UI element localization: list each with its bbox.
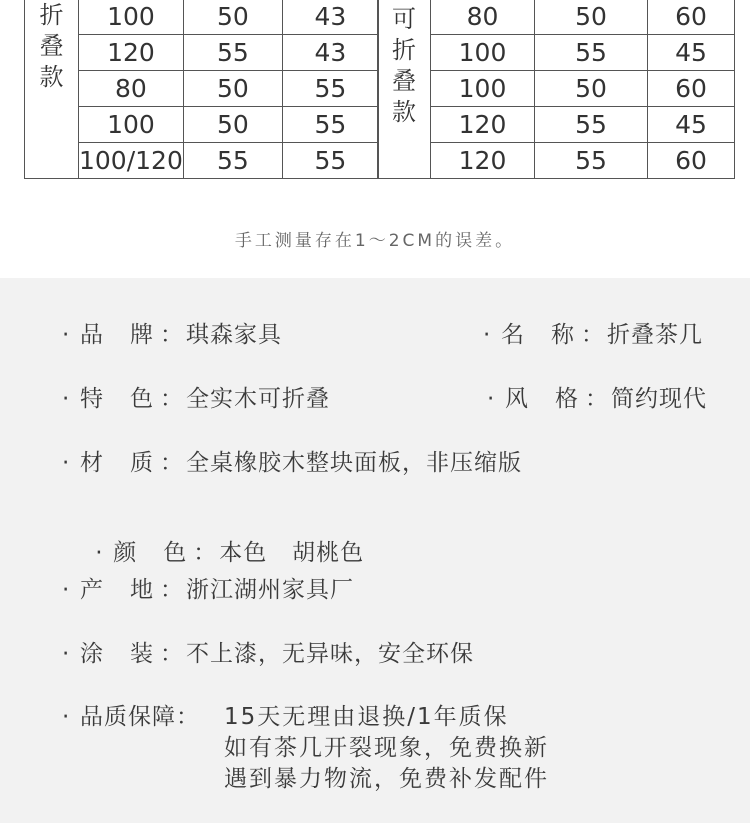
table-cell: 55 [183,143,282,179]
table-cell: 50 [535,0,648,35]
bullet-dot: · [95,540,104,566]
spec-section [0,278,750,823]
table-cell: 55 [535,143,648,179]
spec-key-char: 称 [551,322,575,348]
table-cell: 60 [648,71,735,107]
spec-value: 本色 胡桃色 [219,540,365,566]
table-cell: 55 [535,35,648,71]
table-row [378,35,735,71]
spec-key-char: 装 [130,641,154,667]
spec-colon: ： [585,386,609,412]
label-char: 款 [39,63,64,91]
table-row [25,35,379,71]
table-cell: 55 [282,71,378,107]
spec-key-char: 色 [163,540,188,566]
bullet-dot: · [62,386,71,412]
spec-origin [62,571,354,604]
spec-value: 不上漆，无异味，安全环保 [186,641,474,667]
table-row [25,107,379,143]
spec-guarantee [62,698,200,731]
table-cell: 80 [431,0,535,35]
label-char: 折 [39,1,64,29]
spec-value: 全桌橡胶木整块面板，非压缩版 [186,450,522,476]
spec-value: 琪森家具 [186,322,282,348]
spec-value: 全实木可折叠 [186,386,330,412]
guarantee-line: 遇到暴力物流，免费补发配件 [224,766,549,792]
table-cell: 80 [79,71,184,107]
spec-key-char: 涂 [80,641,104,667]
spec-key-char: 地 [130,577,154,603]
spec-key-char: 名 [501,322,525,348]
table-cell: 43 [282,0,378,35]
spec-key-char: 产 [80,577,104,603]
table-row [25,71,379,107]
table-cell: 60 [648,143,735,179]
spec-colon: ： [193,540,218,566]
table-cell: 55 [183,35,282,71]
foldable-type-label [378,0,431,179]
spec-key-char: 品 [80,322,104,348]
guarantee-line: 15天无理由退换/1年质保 [224,704,509,730]
spec-key-char: 特 [80,386,104,412]
label-char: 可 [392,5,416,33]
spec-key-char: 颜 [113,540,138,566]
spec-material [62,444,522,477]
table-cell: 55 [282,107,378,143]
table-cell: 100 [79,0,184,35]
spec-feature [62,380,330,413]
spec-value: 浙江湖州家具厂 [186,577,354,603]
label-char: 款 [392,98,416,126]
table-cell: 50 [183,107,282,143]
spec-colon: ： [160,386,184,412]
measurement-note: 手工测量存在1～2CM的误差。 [234,231,516,251]
folding-type-label [25,0,79,179]
table-row [378,107,735,143]
table-row [378,0,735,35]
spec-key-char: 材 [80,450,104,476]
table-cell: 50 [183,0,282,35]
table-cell: 50 [183,71,282,107]
spec-colon: ： [581,322,605,348]
bullet-dot: · [62,704,71,730]
bullet-dot: · [483,322,492,348]
bullet-dot: · [62,577,71,603]
spec-key-char: 质 [130,450,154,476]
spec-colon: ： [160,322,184,348]
table-cell: 120 [431,143,535,179]
spec-key-char: 色 [130,386,154,412]
table-row [378,71,735,107]
spec-colon: ： [160,450,184,476]
table-cell: 100 [431,35,535,71]
label-char: 折 [392,36,416,64]
size-table-right [377,0,735,179]
spec-name [483,316,703,349]
table-cell: 100/120 [79,143,184,179]
spec-value: 折叠茶几 [607,322,703,348]
spec-brand [62,316,282,349]
spec-colon: ： [160,577,184,603]
bullet-dot: · [62,450,71,476]
table-row [25,0,379,35]
table-cell: 120 [431,107,535,143]
table-cell: 120 [79,35,184,71]
table-cell: 45 [648,107,735,143]
bullet-dot: · [62,641,71,667]
spec-key: 品质保障： [80,704,200,730]
guarantee-line: 如有茶几开裂现象，免费换新 [224,735,549,761]
table-cell: 100 [431,71,535,107]
spec-key-char: 牌 [130,322,154,348]
table-cell: 60 [648,0,735,35]
label-char: 叠 [39,32,64,60]
size-table-section [0,0,750,278]
table-row [378,143,735,179]
table-cell: 45 [648,35,735,71]
bullet-dot: · [62,322,71,348]
spec-style [487,380,707,413]
spec-key-char: 风 [505,386,529,412]
table-cell: 50 [535,71,648,107]
table-cell: 55 [535,107,648,143]
spec-value: 简约现代 [611,386,707,412]
label-char: 叠 [392,67,416,95]
size-table-left [24,0,379,179]
table-cell: 100 [79,107,184,143]
spec-colon: ： [160,641,184,667]
bullet-dot: · [487,386,496,412]
spec-key-char: 格 [555,386,579,412]
table-cell: 55 [282,143,378,179]
table-cell: 43 [282,35,378,71]
spec-finish [62,635,474,668]
table-row [25,143,379,179]
